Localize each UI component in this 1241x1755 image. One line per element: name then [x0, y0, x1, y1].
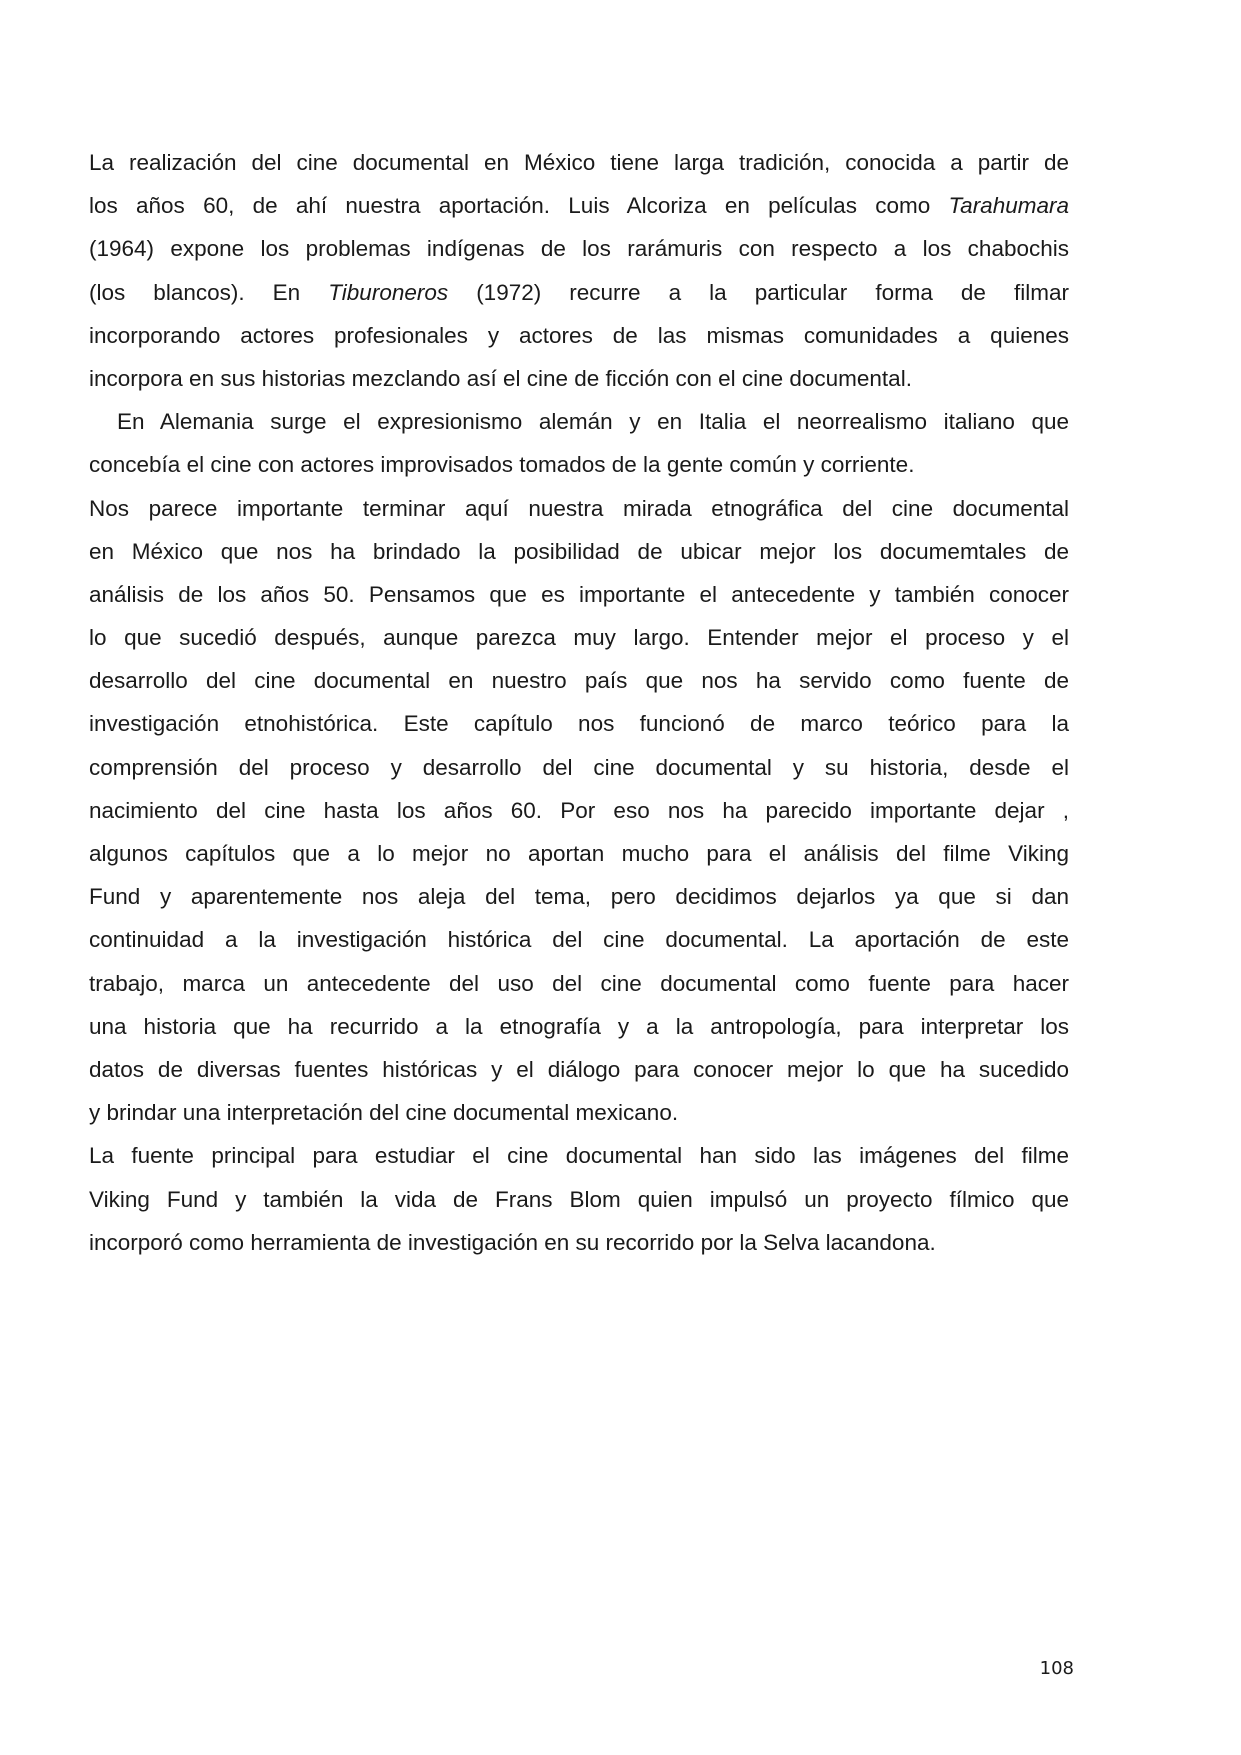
- body-text: [89, 141, 1069, 1264]
- film-title-tiburoneros: Tiburoneros: [328, 279, 449, 305]
- page-number: 108: [1039, 1658, 1074, 1679]
- text-line: en México que nos ha brindado la posibilidad de ubicar mejor los documemtales de: [89, 538, 1069, 564]
- text-line: continuidad a la investigación histórica del cine documental. La aportación de este: [89, 927, 1069, 953]
- text-line: [89, 184, 1069, 227]
- text-line: desarrollo del cine documental en nuestro país que nos ha servido como fuente de: [89, 668, 1069, 694]
- text-fragment: (los blancos). En: [89, 279, 301, 305]
- text-fragment: los años 60, de ahí nuestra aportación. Luis Alcoriza en películas como: [89, 193, 931, 219]
- text-line: análisis de los años 50. Pensamos que es importante el antecedente y también conocer: [89, 581, 1069, 607]
- text-line: incorpora en sus historias mezclando así el cine de ficción con el cine documental.: [89, 365, 912, 391]
- text-line: investigación etnohistórica. Este capítulo nos funcionó de marco teórico para la: [89, 711, 1069, 737]
- text-line: una historia que ha recurrido a la etnografía y a la antropología, para interpretar los: [89, 1013, 1069, 1039]
- text-line: datos de diversas fuentes históricas y el diálogo para conocer mejor lo que ha sucedido: [89, 1056, 1069, 1082]
- text-line: La realización del cine documental en México tiene larga tradición, conocida a partir de: [89, 150, 1069, 175]
- text-line: comprensión del proceso y desarrollo del cine documental y su historia, desde el: [89, 754, 1069, 780]
- text-line: incorporando actores profesionales y actores de las mismas comunidades a quienes: [89, 322, 1069, 348]
- text-line: nacimiento del cine hasta los años 60. Por eso nos ha parecido importante dejar ,: [89, 797, 1069, 823]
- text-line: lo que sucedió después, aunque parezca muy largo. Entender mejor el proceso y el: [89, 625, 1069, 651]
- film-title-tarahumara: Tarahumara: [948, 193, 1069, 219]
- text-line: y brindar una interpretación del cine documental mexicano.: [89, 1100, 679, 1126]
- text-line: En Alemania surge el expresionismo alemán y en Italia el neorrealismo italiano que: [117, 409, 1069, 435]
- text-line: [89, 271, 1069, 314]
- text-line: incorporó como herramienta de investigación en su recorrido por la Selva lacandona.: [89, 1229, 936, 1255]
- text-line: (1964) expone los problemas indígenas de los rarámuris con respecto a los chabochis: [89, 236, 1069, 262]
- text-line: Fund y aparentemente nos aleja del tema, pero decidimos dejarlos ya que si dan: [89, 884, 1069, 910]
- text-line: Viking Fund y también la vida de Frans Blom quien impulsó un proyecto fílmico que: [89, 1186, 1069, 1212]
- text-line: La fuente principal para estudiar el cine documental han sido las imágenes del filme: [89, 1143, 1069, 1169]
- text-line: concebía el cine con actores improvisados tomados de la gente común y corriente.: [89, 452, 915, 478]
- text-fragment: (1972) recurre a la particular forma de filmar: [476, 279, 1069, 305]
- text-line: Nos parece importante terminar aquí nuestra mirada etnográfica del cine documental: [89, 495, 1069, 521]
- text-line: algunos capítulos que a lo mejor no aportan mucho para el análisis del filme Viking: [89, 841, 1069, 866]
- text-line: trabajo, marca un antecedente del uso del cine documental como fuente para hacer: [89, 970, 1069, 996]
